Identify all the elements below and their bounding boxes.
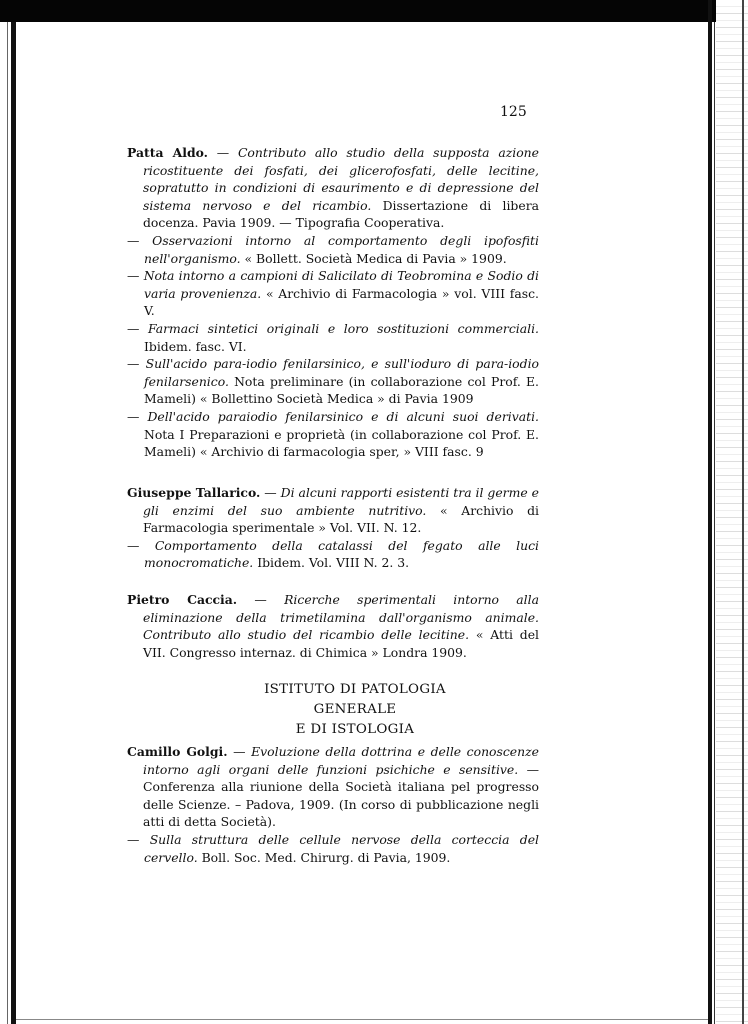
publication-title: Evoluzione della dottrina e delle conoscenze intorno agli organi delle funzioni psichiche e sensitive. [143, 744, 539, 777]
dash: — [127, 537, 140, 553]
publication-title: Dell'acido paraiodio fenilarsinico e di alcuni suoi derivati. [147, 408, 539, 424]
publication-title: Sull'acido para-iodio fenilarsinico, e sull'ioduro di para-iodio fenilarsenico. [144, 356, 539, 389]
publication-source: « Atti del VII. Congresso internaz. di Chimica » Londra 1909. [143, 627, 540, 660]
publication-title: Farmaci sintetici originali e loro sostituzioni commerciali. [147, 320, 539, 336]
page-right-rule [708, 0, 712, 1024]
publication-item [127, 355, 539, 408]
book-edge-line [742, 0, 744, 1024]
publication-title: Di alcuni rapporti esistenti tra il germe e gli enzimi del suo ambiente nutritivo. [143, 485, 539, 518]
dash: — [127, 356, 140, 372]
entry-pietro-caccia [127, 591, 539, 661]
scan-top-border [0, 0, 748, 22]
publication-title: Contributo allo studio della supposta azione ricostituente dei fosfati, dei glicerofosfati, delle lecitine, sopratutto in condizioni di esaurimento e di depressione del sistema nervoso e del ricambio. [143, 145, 539, 213]
publication-item [127, 144, 539, 232]
publication-source: Ibidem. fasc. VI. [144, 338, 247, 354]
publication-item [127, 743, 539, 831]
page-number: 125 [500, 104, 527, 120]
section-heading-line-1: ISTITUTO DI PATOLOGIA GENERALE [264, 682, 446, 717]
publication-item [127, 591, 539, 661]
publication-source: « Bollett. Società Medica di Pavia » 1909. [240, 250, 507, 266]
publication-source: — Conferenza alla riunione della Società italiana pel progresso delle Scienze. – Padova, 1909. (In corso di pubblicazione negli atti di detta Società). [143, 761, 539, 830]
dash: — [233, 744, 246, 759]
publication-title: Nota intorno a campioni di Salicilato di Teobromina e Sodio di varia provenienza. [143, 268, 539, 301]
publication-source: Ibidem. Vol. VIII N. 2. 3. [253, 555, 410, 571]
publication-item [127, 831, 539, 866]
author-name: Camillo Golgi. [127, 744, 228, 759]
section-heading [230, 680, 480, 740]
publication-item [127, 232, 539, 267]
author-name: Giuseppe Tallarico. [127, 485, 261, 500]
publication-source: Nota preliminare (in collaborazione col Prof. E. Mameli) « Bollettino Società Medica » di Pavia 1909 [144, 373, 539, 407]
page-left-rule [11, 22, 16, 1024]
dash: — [254, 592, 267, 607]
publication-item [127, 267, 539, 320]
dash: — [216, 145, 230, 160]
publication-item [127, 484, 539, 537]
publication-item [127, 537, 539, 572]
publication-title: Ricerche sperimentali intorno alla eliminazione della trimetilamina dall'organismo animale. Contributo allo studio del ricambio delle lecitine. [143, 592, 539, 643]
publication-title: Sulla struttura delle cellule nervose della corteccia del cervello. [144, 831, 539, 865]
publication-source: « Archivio di Farmacologia sperimentale » Vol. VII. N. 12. [143, 502, 539, 536]
publication-title: Osservazioni intorno al comportamento degli ipofosfiti nell'organismo. [144, 232, 539, 266]
page-bottom-edge [16, 1019, 708, 1020]
dash: — [127, 232, 140, 248]
dash: — [127, 320, 140, 336]
page-right-rule-thin [714, 22, 715, 1024]
entry-patta-aldo [127, 144, 539, 461]
entry-camillo-golgi [127, 743, 539, 866]
dash: — [127, 268, 140, 284]
dash: — [127, 831, 140, 847]
publication-title: Comportamento della catalassi del fegato alle luci monocromatiche. [144, 537, 539, 571]
dash: — [264, 485, 277, 500]
publication-source: Boll. Soc. Med. Chirurg. di Pavia, 1909. [197, 849, 451, 865]
section-heading-line-2: E DI ISTOLOGIA [295, 722, 415, 737]
entry-giuseppe-tallarico [127, 484, 539, 572]
publication-source: « Archivio di Farmacologia » vol. VIII fasc. V. [144, 285, 539, 319]
publication-source: Dissertazione di libera docenza. Pavia 1909. — Tipografia Cooperativa. [143, 197, 540, 231]
publication-source: Nota I Preparazioni e proprietà (in collaborazione col Prof. E. Mameli) « Archivio di farmacologia sper, » VIII fasc. 9 [144, 426, 539, 460]
author-name: Pietro Caccia. [127, 592, 238, 607]
dash: — [127, 408, 140, 424]
publication-item [127, 408, 539, 461]
scan-left-edge [7, 22, 8, 1024]
publication-item [127, 320, 539, 355]
author-name: Patta Aldo. [127, 145, 208, 160]
